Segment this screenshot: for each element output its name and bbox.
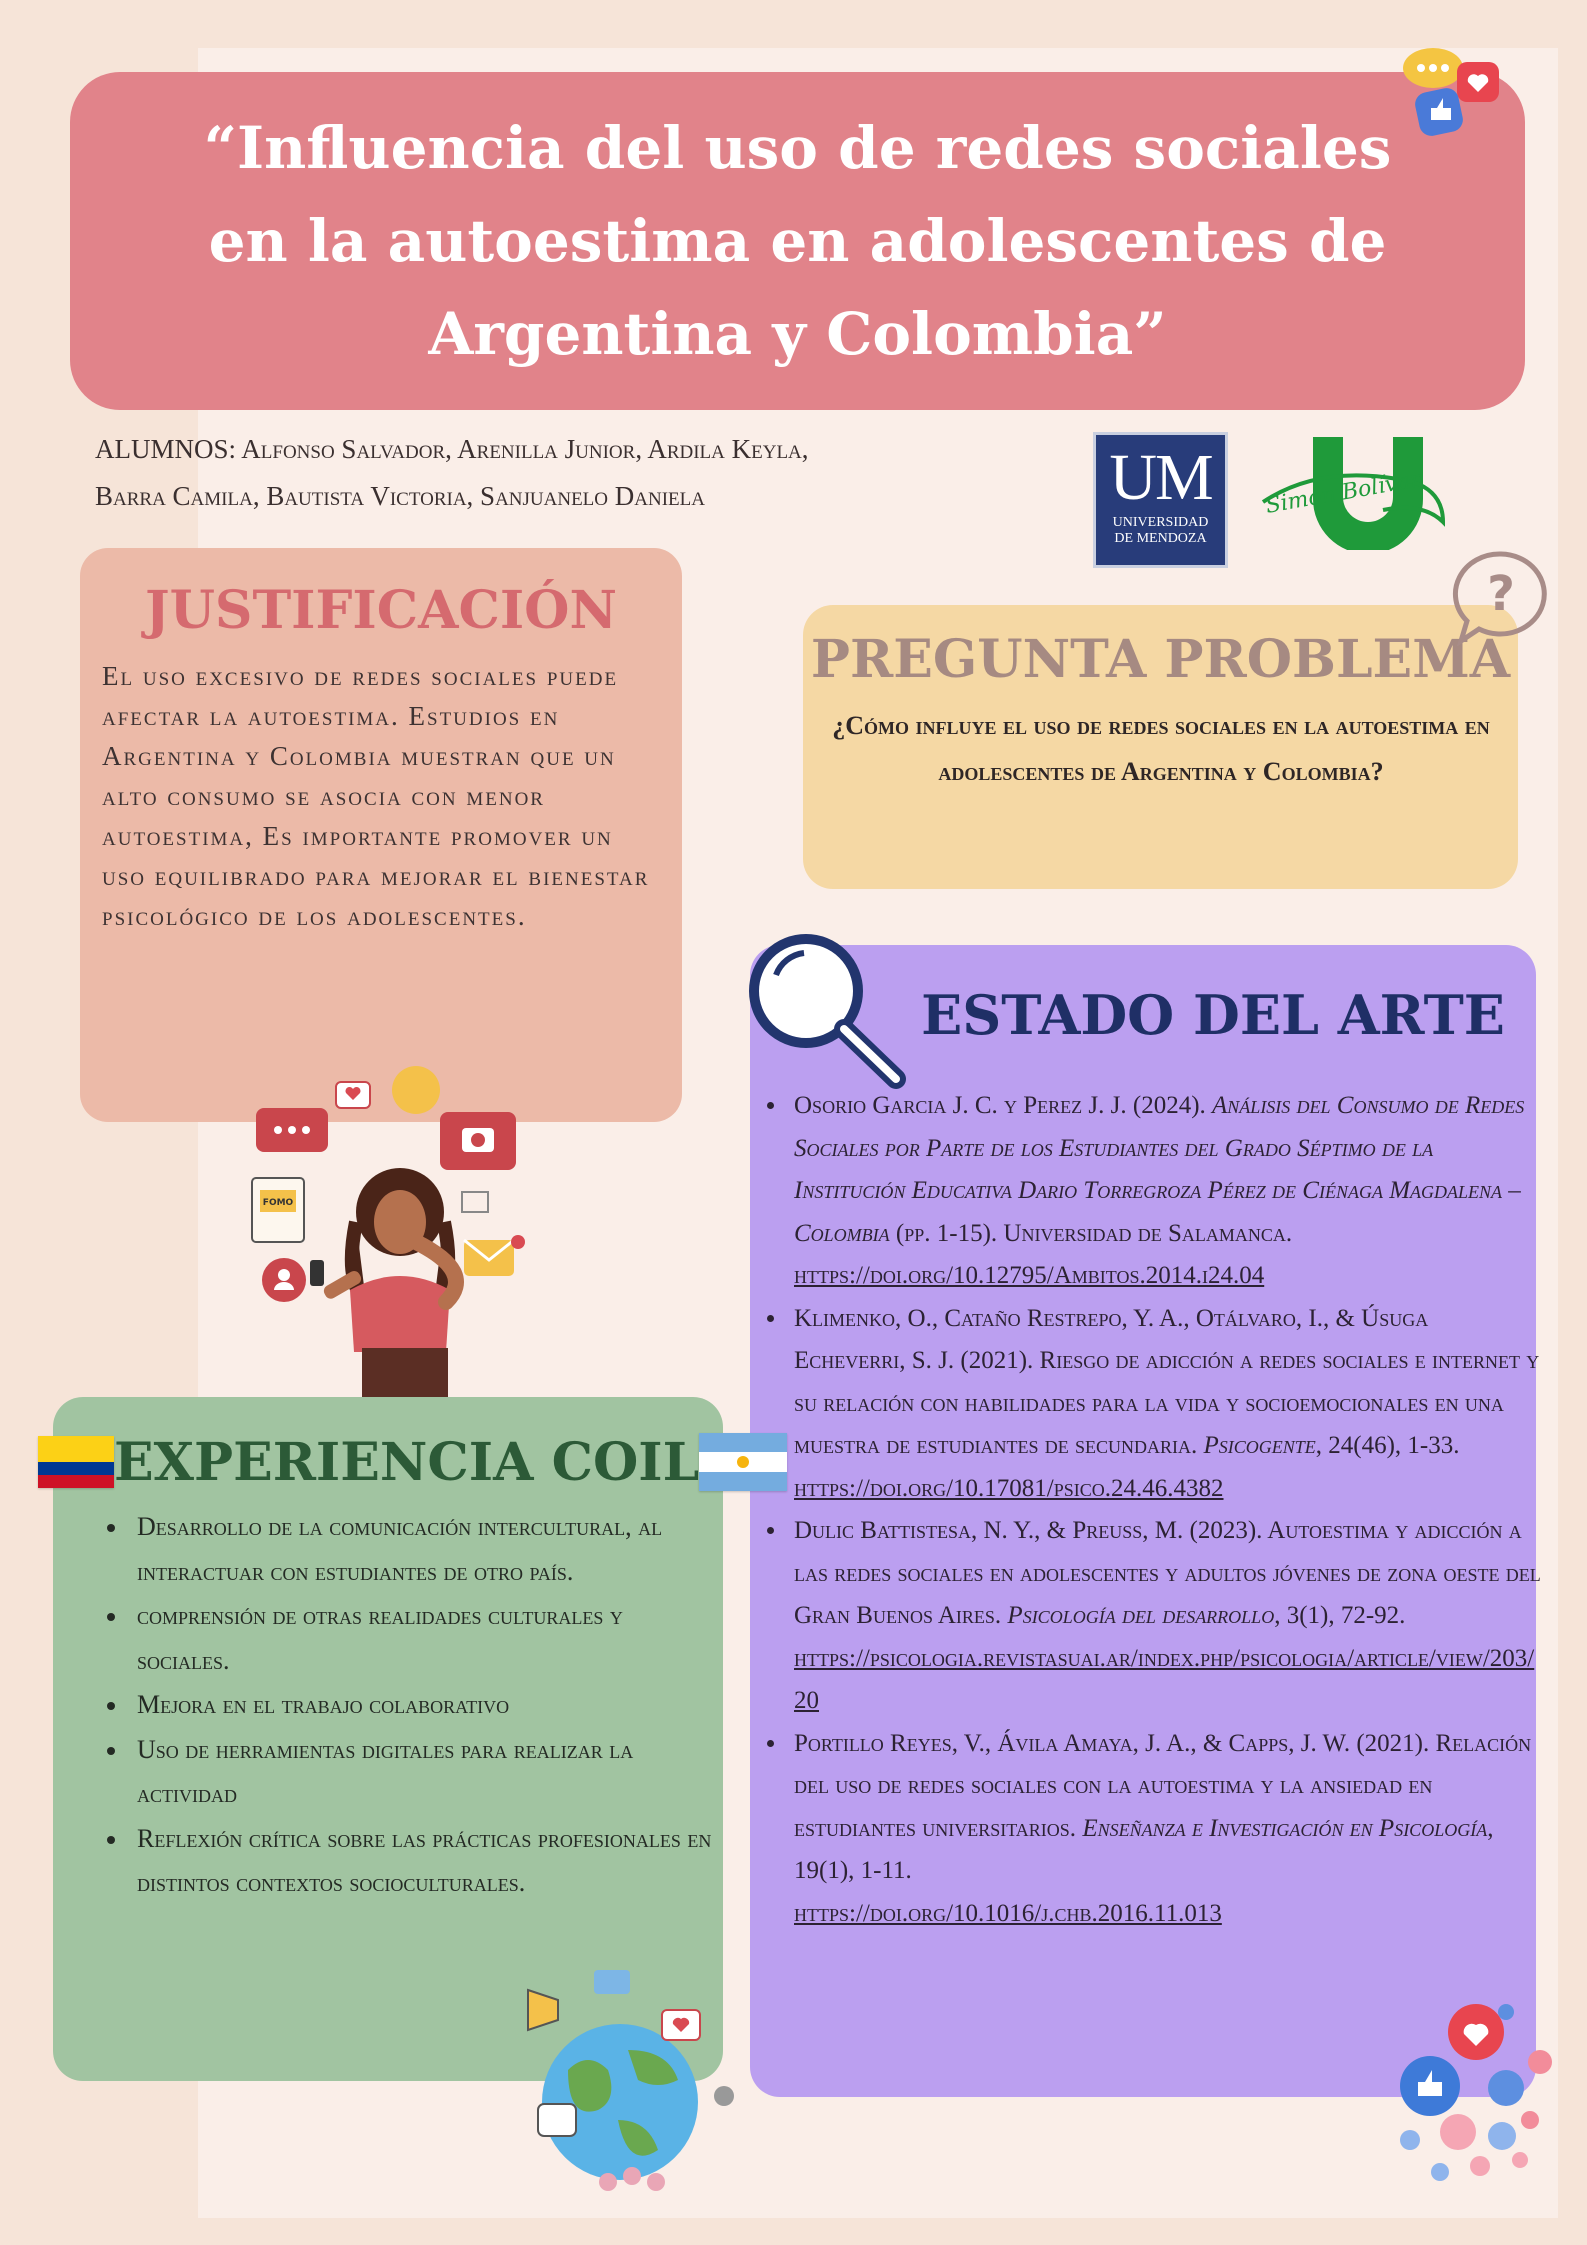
coil-item: • Uso de herramientas digitales para realizar la actividad: [129, 1728, 719, 1817]
social-reactions-icon: [1395, 42, 1515, 142]
coil-heading-row: [38, 1418, 728, 1506]
reference-link[interactable]: https://psicologia.revistasuai.ar/index.php/psicologia/article/view/203/20: [794, 1644, 1535, 1714]
reference-item: • Portillo Reyes, V., Ávila Amaya, J. A., & Capps, J. W. (2021). Relación del uso de redes sociales con la autoestima y la ansiedad en estudiantes universitarios. Enseñanza e Investigación en Psicología, 19(1), 1-11. https://doi.org/10.1016/j.chb.2016.11.013: [788, 1723, 1543, 1936]
likes-hearts-icon: [1390, 2000, 1570, 2200]
argentina-flag-icon: [699, 1433, 787, 1491]
um-logo-line-2: DE MENDOZA: [1114, 531, 1207, 546]
coil-item: • Desarrollo de la comunicación intercultural, al interactuar con estudiantes de otro país.: [129, 1505, 719, 1594]
colombia-flag-icon: [38, 1436, 114, 1488]
justificacion-card: [80, 548, 682, 1122]
estado-arte-card: [750, 945, 1541, 2097]
um-logo-line-1: UNIVERSIDAD: [1112, 515, 1209, 530]
coil-item: • Reflexión crítica sobre las prácticas profesionales en distintos contextos socioculturales.: [129, 1817, 719, 1906]
svg-text:?: ?: [1487, 566, 1515, 622]
authors-line-1: ALUMNOS: Alfonso Salvador, Arenilla Junior, Ardila Keyla,: [95, 434, 809, 464]
coil-heading: EXPERIENCIA COIL: [114, 1431, 700, 1493]
coil-item: • comprensión de otras realidades culturales y sociales.: [129, 1594, 719, 1683]
question-bubble-icon: [1448, 548, 1554, 646]
simon-bolivar-logo: [1258, 432, 1448, 550]
um-logo-initials: UM: [1109, 441, 1212, 514]
poster-title: “Influencia del uso de redes sociales en la autoestima en adolescentes de Argentina y Colombia”: [203, 113, 1392, 368]
justificacion-heading: JUSTIFICACIÓN: [144, 580, 618, 641]
reference-link[interactable]: https://doi.org/10.12795/Ambitos.2014.i24.04: [794, 1262, 1265, 1289]
universidad-mendoza-logo: [1093, 432, 1228, 568]
girl-with-phone-illustration: [250, 1062, 540, 1397]
pregunta-card: [803, 605, 1518, 889]
coil-list: [107, 1505, 719, 1906]
pregunta-text: ¿Cómo influye el uso de redes sociales en la autoestima en adolescentes de Argentina y Colombia?: [832, 711, 1490, 786]
reference-link[interactable]: https://doi.org/10.17081/psico.24.46.4382: [794, 1474, 1224, 1502]
authors-line-2: Barra Camila, Bautista Victoria, Sanjuanelo Daniela: [95, 481, 705, 511]
reference-link[interactable]: https://doi.org/10.1016/j.chb.2016.11.013: [794, 1899, 1222, 1927]
fomo-label: FOMO: [262, 1198, 294, 1208]
title-banner: [70, 72, 1525, 410]
authors: [95, 426, 975, 520]
estado-arte-heading: ESTADO DEL ARTE: [921, 983, 1505, 1047]
pregunta-heading: PREGUNTA PROBLEMA: [810, 629, 1511, 690]
reference-item: • Osorio Garcia J. C. y Perez J. J. (2024). Análisis del Consumo de Redes Sociales por Parte de los Estudiantes del Grado Séptimo de la Institución Educativa Dario Torregroza Pérez de Ciénaga Magdalena – Colombia (pp. 1-15). Universidad de Salamanca. https://doi.org/10.12795/Ambitos.2014.i24.04: [788, 1085, 1543, 1298]
magnifying-glass-icon: [736, 925, 914, 1095]
coil-item: • Mejora en el trabajo colaborativo: [129, 1683, 719, 1728]
reference-item: • Klimenko, O., Cataño Restrepo, Y. A., Otálvaro, I., & Úsuga Echeverri, S. J. (2021). Riesgo de adicción a redes sociales e internet y su relación con habilidades para la vida y socioemocionales en una muestra de estudiantes de secundaria. Psicogente, 24(46), 1-33. https://doi.org/10.17081/psico.24.46.4382: [788, 1298, 1543, 1511]
reference-item: • Dulic Battistesa, N. Y., & Preuss, M. (2023). Autoestima y adicción a las redes sociales en adolescentes y adultos jóvenes de zona oeste del Gran Buenos Aires. Psicología del desarrollo, 3(1), 72-92. https://psicologia.revistasuai.ar/index.php/psicologia/article/view/203/20: [788, 1510, 1543, 1723]
simon-bolivar-wordmark: Simón Bolívar: [1263, 467, 1423, 519]
justificacion-text: El uso excesivo de redes sociales puede afectar la autoestima. Estudios en Argentina y Colombia muestran que un alto consumo se asocia con menor autoestima, Es importante promover un uso equilibrado para mejorar el bienestar psicológico de los adolescentes.: [102, 661, 650, 931]
globe-communication-illustration: [508, 1970, 748, 2195]
references-list: [766, 1085, 1543, 1935]
